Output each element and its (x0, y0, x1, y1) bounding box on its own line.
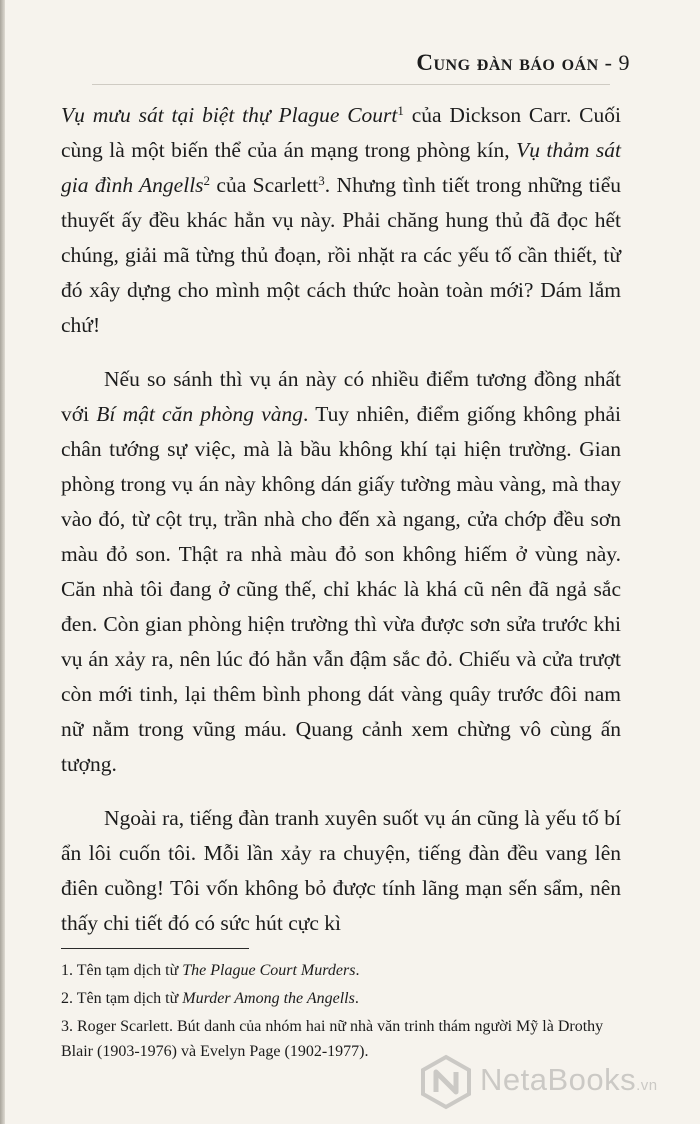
text-run: . (355, 962, 360, 979)
page-edge (0, 0, 5, 1124)
italic-title: Vụ thảm sát gia đình Angells (61, 138, 621, 197)
footnote-marker: 1 (397, 103, 404, 118)
text-run: . (354, 990, 359, 1007)
watermark (418, 1054, 680, 1110)
footnote-marker: 2 (203, 173, 211, 188)
footnote-1 (61, 958, 621, 983)
text-run: của Dickson Carr. Cuối cùng là một biến thể của án mạng trong phòng kín, (61, 103, 621, 162)
paragraph-3 (61, 801, 621, 941)
body-text (61, 98, 621, 960)
italic-title: Murder Among the Angells (182, 990, 355, 1007)
footnotes (61, 958, 621, 1067)
header-rule (92, 84, 610, 85)
watermark-suffix: .vn (636, 1077, 658, 1094)
header-separator: - (598, 50, 619, 75)
text-run: . Tuy nhiên, điểm giống không phải chân tướng sự việc, mà là bầu không khí tại hiện trường. Gian phòng trong vụ án này không dán giấy tường màu vàng, mà thay vào đó, từ cột trụ, trần nhà cho đến xà ngang, cửa chớp đều sơn màu đỏ son. Thật ra nhà màu đỏ son không hiếm ở vùng này. Căn nhà tôi đang ở cũng thế, chỉ khác là khá cũ nên đã ngả sắc đen. Còn gian phòng hiện trường thì vừa được sơn sửa trước khi vụ án xảy ra, nên lúc đó hẳn vẫn đậm sắc đỏ. Chiếu và cửa trượt còn mới tinh, lại thêm bình phong dát vàng quây trước đôi nam nữ nằm trong vũng máu. Quang cảnh xem chừng vô cùng ấn tượng. (61, 402, 621, 776)
text-run: Ngoài ra, tiếng đàn tranh xuyên suốt vụ án cũng là yếu tố bí ẩn lôi cuốn tôi. Mỗi lần xảy ra chuyện, tiếng đàn đều vang lên điên cuồng! Tôi vốn không bỏ được tính lãng mạn sến sẩm, nên thấy chi tiết đó có sức hút cực kì (61, 806, 621, 935)
italic-title: The Plague Court Murders (182, 962, 356, 979)
text-run: 2. Tên tạm dịch từ (61, 990, 183, 1007)
text-run: 3. Roger Scarlett. Bút danh của nhóm hai nữ nhà văn trinh thám người Mỹ là Drothy Blair (1903-1976) và Evelyn Page (1902-1977). (61, 1018, 604, 1060)
text-run: của Scarlett (210, 173, 319, 197)
paragraph-1 (61, 98, 621, 343)
footnote-rule (61, 948, 249, 949)
italic-title: Vụ mưu sát tại biệt thự Plague Court (61, 103, 398, 127)
page-number: 9 (618, 50, 630, 75)
running-header (416, 50, 630, 76)
book-title: Cung đàn báo oán (416, 50, 599, 75)
watermark-brand: NetaBooks (480, 1062, 637, 1097)
text-run: 1. Tên tạm dịch từ (61, 962, 183, 979)
netabooks-logo-icon (418, 1054, 474, 1110)
text-run: . Nhưng tình tiết trong những tiểu thuyết ấy đều khác hẳn vụ này. Phải chăng hung thủ đã đọc hết chúng, giải mã từng thủ đoạn, rồi nhặt ra các yếu tố cần thiết, từ đó xây dựng cho mình một cách thức hoàn toàn mới? Dám lắm chứ! (61, 173, 621, 337)
paragraph-2 (61, 362, 621, 782)
text-run: Nếu so sánh thì vụ án này có nhiều điểm tương đồng nhất với (61, 367, 621, 426)
footnote-marker: 3 (318, 173, 325, 188)
watermark-text (480, 1062, 658, 1098)
footnote-2 (61, 986, 621, 1011)
italic-title: Bí mật căn phòng vàng (96, 402, 304, 426)
